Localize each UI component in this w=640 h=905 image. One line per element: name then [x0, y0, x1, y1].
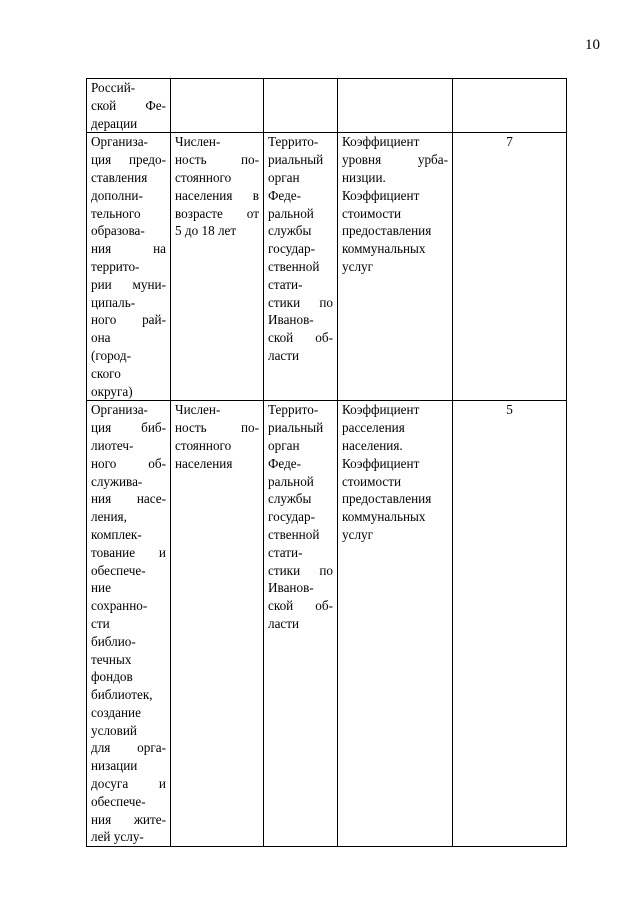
cell-line: орган — [268, 169, 300, 185]
cell-line: она — [91, 330, 111, 346]
cell-line: ция биб- — [91, 420, 166, 436]
cell-line: ской об- — [268, 330, 333, 346]
cell-line: ральной — [268, 205, 314, 221]
cell-line: услуг — [342, 258, 374, 274]
indicator-cell — [171, 133, 264, 401]
cell-line: ральной — [268, 473, 314, 489]
cell-line: служива- — [91, 473, 143, 489]
source-cell — [264, 401, 338, 847]
cell-line: дерации — [91, 115, 138, 131]
cell-line: предоставления — [342, 491, 432, 507]
cell-line: Коэффициент — [342, 187, 420, 203]
service-cell — [87, 79, 171, 133]
indicator-cell — [171, 401, 264, 847]
cell-line: орган — [268, 437, 300, 453]
cell-line: стоянного — [175, 437, 232, 453]
cell-line: стати- — [268, 544, 303, 560]
cell-line: населения — [175, 455, 233, 471]
cell-line: ния насе- — [91, 491, 166, 507]
cell-line: комплек- — [91, 526, 142, 542]
cell-line: Феде- — [268, 455, 302, 471]
cell-line: ласти — [268, 615, 300, 631]
cell-line: Россий- — [91, 80, 136, 95]
cell-line: округа) — [91, 383, 133, 399]
cell-line: лей услу- — [91, 829, 144, 845]
value-cell: 5 — [453, 401, 567, 847]
cell-line: уровня урба- — [342, 152, 448, 168]
cell-line: Феде- — [268, 187, 302, 203]
cell-line: Иванов- — [268, 580, 314, 596]
coefficient-cell — [338, 401, 453, 847]
cell-line: Коэффициент — [342, 455, 420, 471]
cell-line: Организа- — [91, 402, 148, 418]
cell-line: стати- — [268, 276, 303, 292]
cell-line: условий — [91, 722, 137, 738]
cell-line: стоимости — [342, 473, 402, 489]
cell-line: низции. — [342, 169, 386, 185]
cell-line: тование и — [91, 544, 166, 560]
value-cell: 7 — [453, 133, 567, 401]
cell-line: ние — [91, 580, 111, 596]
cell-line: ставления — [91, 169, 148, 185]
table-row — [87, 133, 567, 401]
table-row — [87, 401, 567, 847]
cell-line: стоимости — [342, 205, 402, 221]
cell-line: коммунальных — [342, 241, 426, 257]
cell-line: для орга- — [91, 740, 166, 756]
cell-line: ственной — [268, 526, 320, 542]
cell-line: ской Фе- — [91, 97, 166, 113]
cell-line: возрасте от — [175, 205, 259, 221]
cell-line: ного рай- — [91, 312, 166, 328]
cell-line: (город- — [91, 347, 131, 363]
cell-line: фондов — [91, 669, 133, 685]
value-cell — [453, 79, 567, 133]
cell-line: ного об- — [91, 455, 166, 471]
cell-line: стоянного — [175, 169, 232, 185]
cell-line: рии муни- — [91, 276, 166, 292]
cell-line: государ- — [268, 241, 315, 257]
cell-line: ской об- — [268, 598, 333, 614]
cell-line: ция предо- — [91, 152, 166, 168]
cell-line: услуг — [342, 526, 374, 542]
cell-line: создание — [91, 704, 141, 720]
cell-line: ского — [91, 365, 121, 381]
cell-line: Иванов- — [268, 312, 314, 328]
cell-line: досуга и — [91, 776, 166, 792]
page-number: 10 — [585, 37, 600, 53]
cell-line: обеспече- — [91, 562, 146, 578]
cell-line: сти — [91, 615, 110, 631]
cell-line: Террито- — [268, 402, 319, 418]
cell-line: низации — [91, 758, 138, 774]
cell-line: риальный — [268, 420, 324, 436]
cell-line: Числен- — [175, 134, 221, 150]
cell-line: службы — [268, 491, 312, 507]
cell-line: государ- — [268, 509, 315, 525]
cell-line: лиотеч- — [91, 437, 134, 453]
cell-line: ципаль- — [91, 294, 136, 310]
cell-line: библио- — [91, 633, 136, 649]
source-cell — [264, 79, 338, 133]
cell-line: службы — [268, 223, 312, 239]
indicator-cell — [171, 79, 264, 133]
cell-line: предоставления — [342, 223, 432, 239]
cell-line: Террито- — [268, 134, 319, 150]
cell-line: ления, — [91, 509, 127, 525]
cell-line: расселения — [342, 420, 405, 436]
cell-line: террито- — [91, 258, 140, 274]
cell-line: дополни- — [91, 187, 143, 203]
cell-line: сохранно- — [91, 598, 148, 614]
cell-line: ния на — [91, 241, 166, 257]
cell-line: ния жите- — [91, 811, 166, 827]
cell-line: тельного — [91, 205, 141, 221]
cell-line: обеспече- — [91, 793, 146, 809]
cell-line: населения. — [342, 437, 403, 453]
cell-line: ственной — [268, 258, 320, 274]
cell-line: Числен- — [175, 402, 221, 418]
cell-line: ласти — [268, 347, 300, 363]
cell-line: течных — [91, 651, 132, 667]
coefficient-cell — [338, 79, 453, 133]
cell-line: риальный — [268, 152, 324, 168]
table-row — [87, 79, 567, 133]
cell-line: населения в — [175, 187, 259, 203]
cell-line: библиотек, — [91, 687, 153, 703]
cell-line: стики по — [268, 294, 333, 310]
coefficient-cell — [338, 133, 453, 401]
cell-line: ность по- — [175, 152, 259, 168]
service-cell — [87, 133, 171, 401]
indicators-table — [86, 78, 567, 847]
service-cell — [87, 401, 171, 847]
cell-line: коммунальных — [342, 509, 426, 525]
cell-line: образова- — [91, 223, 145, 239]
cell-line: Организа- — [91, 134, 148, 150]
source-cell — [264, 133, 338, 401]
cell-line: 5 до 18 лет — [175, 223, 237, 239]
cell-line: Коэффициент — [342, 402, 420, 418]
cell-line: стики по — [268, 562, 333, 578]
cell-line: Коэффициент — [342, 134, 420, 150]
cell-line: ность по- — [175, 420, 259, 436]
